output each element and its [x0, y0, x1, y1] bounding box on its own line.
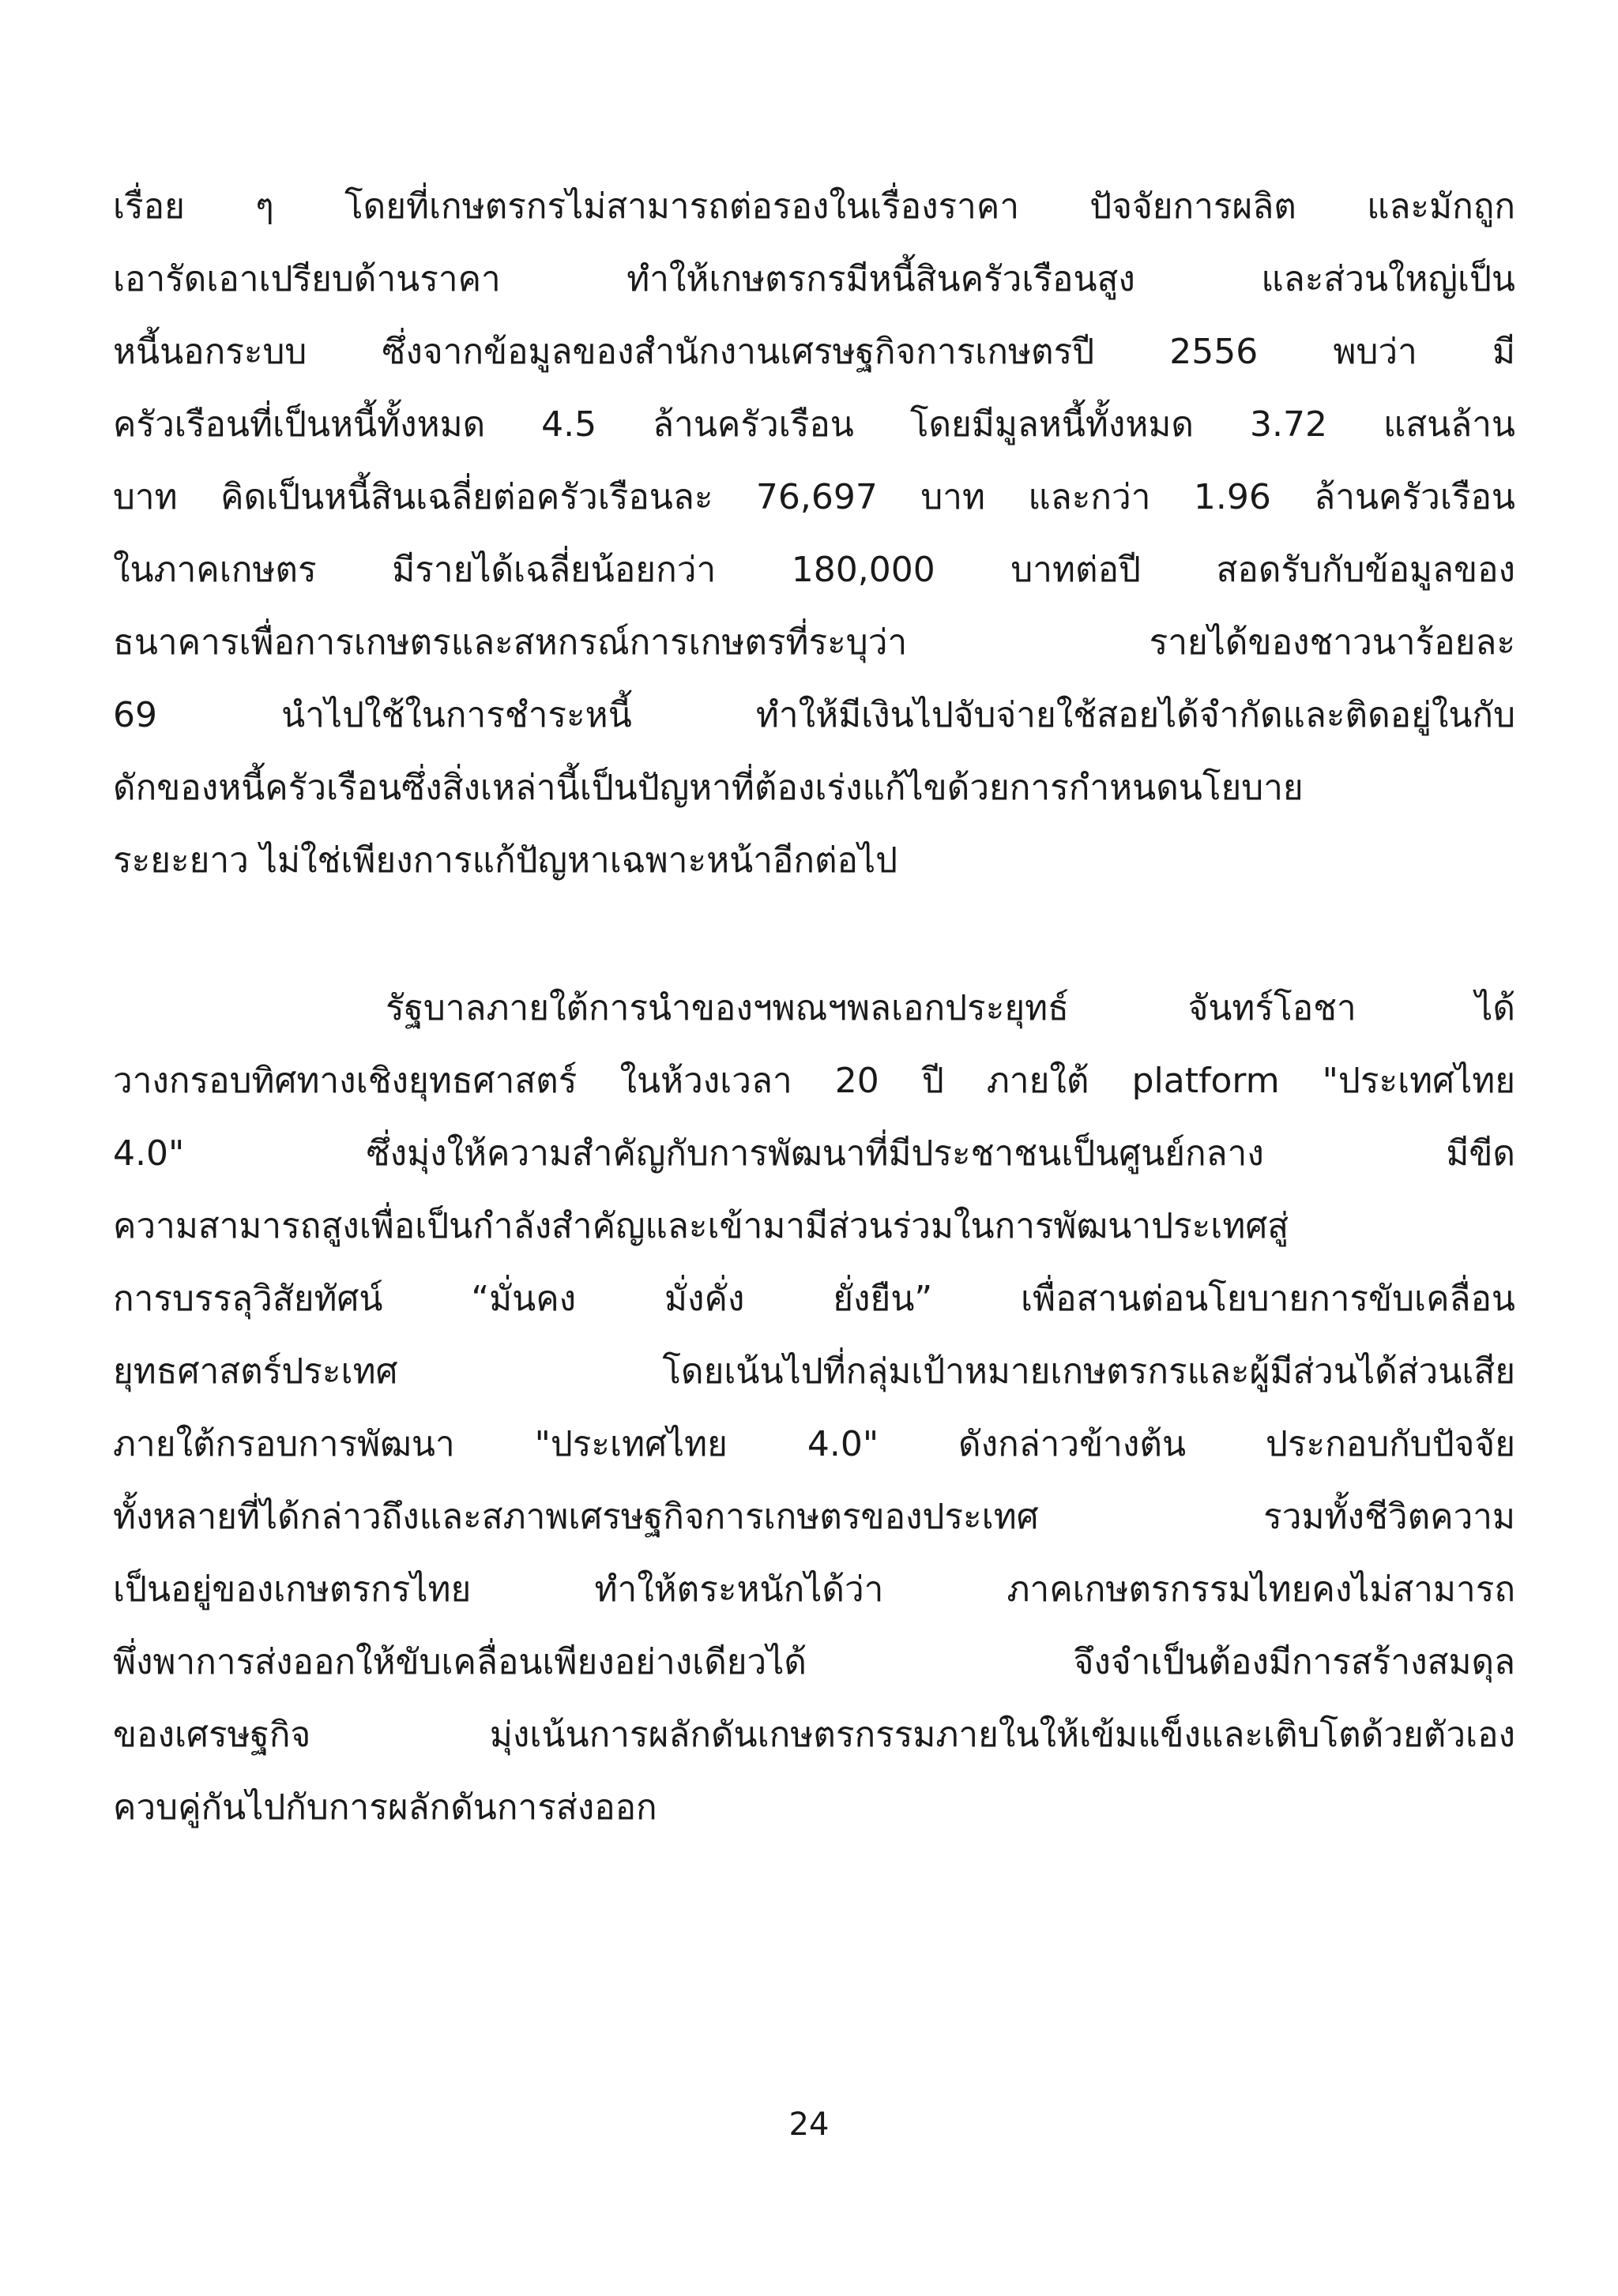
- text-line: บาท คิดเป็นหนี้สินเฉลี่ยต่อครัวเรือนละ 76,697 บาท และกว่า 1.96 ล้านครัวเรือน: [113, 477, 1515, 517]
- text-line: หนี้นอกระบบ ซึ่งจากข้อมูลของสำนักงานเศรษฐกิจการเกษตรปี 2556 พบว่า มี: [113, 332, 1515, 372]
- text-line: ความสามารถสูงเพื่อเป็นกำลังสำคัญและเข้ามามีส่วนร่วมในการพัฒนาประเทศสู่: [113, 1206, 1289, 1246]
- text-line: 69 นำไปใช้ในการชำระหนี้ ทำให้มีเงินไปจับจ่ายใช้สอยได้จำกัดและติดอยู่ในกับ: [113, 695, 1515, 735]
- text-line: เป็นอยู่ของเกษตรกรไทย ทำให้ตระหนักได้ว่า ภาคเกษตรกรรมไทยคงไม่สามารถ: [113, 1569, 1515, 1610]
- text-line: ทั้งหลายที่ได้กล่าวถึงและสภาพเศรษฐกิจการเกษตรของประเทศ รวมทั้งชีวิตความ: [113, 1497, 1515, 1537]
- paragraph-household-debt: [113, 171, 1515, 897]
- paragraph-thailand-4-0-strategy: [113, 972, 1515, 1844]
- text-line: พึ่งพาการส่งออกให้ขับเคลื่อนเพียงอย่างเดียวได้ จึงจำเป็นต้องมีการสร้างสมดุล: [113, 1642, 1515, 1682]
- text-line: เอารัดเอาเปรียบด้านราคา ทำให้เกษตรกรมีหนี้สินครัวเรือนสูง และส่วนใหญ่เป็น: [113, 259, 1515, 299]
- text-line: ดักของหนี้ครัวเรือนซึ่งสิ่งเหล่านี้เป็นปัญหาที่ต้องเร่งแก้ไขด้วยการกำหนดนโยบาย: [113, 768, 1304, 808]
- text-line: วางกรอบทิศทางเชิงยุทธศาสตร์ ในห้วงเวลา 20 ปี ภายใต้ platform "ประเทศไทย: [113, 1061, 1515, 1101]
- text-line: 4.0" ซึ่งมุ่งให้ความสำคัญกับการพัฒนาที่มีประชาชนเป็นศูนย์กลาง มีขีด: [113, 1133, 1515, 1174]
- text-line: รัฐบาลภายใต้การนำของฯพณฯพลเอกประยุทธ์ จันทร์โอชา ได้: [386, 988, 1515, 1028]
- text-line: ระยะยาว ไม่ใช่เพียงการแก้ปัญหาเฉพาะหน้าอีกต่อไป: [113, 840, 898, 881]
- text-line: ยุทธศาสตร์ประเทศ โดยเน้นไปที่กลุ่มเป้าหมายเกษตรกรและผู้มีส่วนได้ส่วนเสีย: [113, 1351, 1515, 1392]
- text-line: ธนาคารเพื่อการเกษตรและสหกรณ์การเกษตรที่ระบุว่า รายได้ของชาวนาร้อยละ: [113, 622, 1515, 663]
- text-line: การบรรลุวิสัยทัศน์ “มั่นคง มั่งคั่ง ยั่งยืน” เพื่อสานต่อนโยบายการขับเคลื่อน: [113, 1279, 1515, 1319]
- text-line: ในภาคเกษตร มีรายได้เฉลี่ยน้อยกว่า 180,000 บาทต่อปี สอดรับกับข้อมูลของ: [113, 550, 1515, 590]
- text-line: เรื่อย ๆ โดยที่เกษตรกรไม่สามารถต่อรองในเรื่องราคา ปัจจัยการผลิต และมักถูก: [113, 186, 1515, 227]
- text-line: ของเศรษฐกิจ มุ่งเน้นการผลักดันเกษตรกรรมภายในให้เข้มแข็งและเติบโตด้วยตัวเอง: [113, 1715, 1515, 1755]
- text-line: ภายใต้กรอบการพัฒนา "ประเทศไทย 4.0" ดังกล่าวข้างต้น ประกอบกับปัจจัย: [113, 1424, 1515, 1464]
- text-line: ครัวเรือนที่เป็นหนี้ทั้งหมด 4.5 ล้านครัวเรือน โดยมีมูลหนี้ทั้งหมด 3.72 แสนล้าน: [113, 404, 1515, 445]
- page-number: 24: [788, 2106, 830, 2143]
- text-line: ควบคู่กันไปกับการผลักดันการส่งออก: [113, 1787, 657, 1828]
